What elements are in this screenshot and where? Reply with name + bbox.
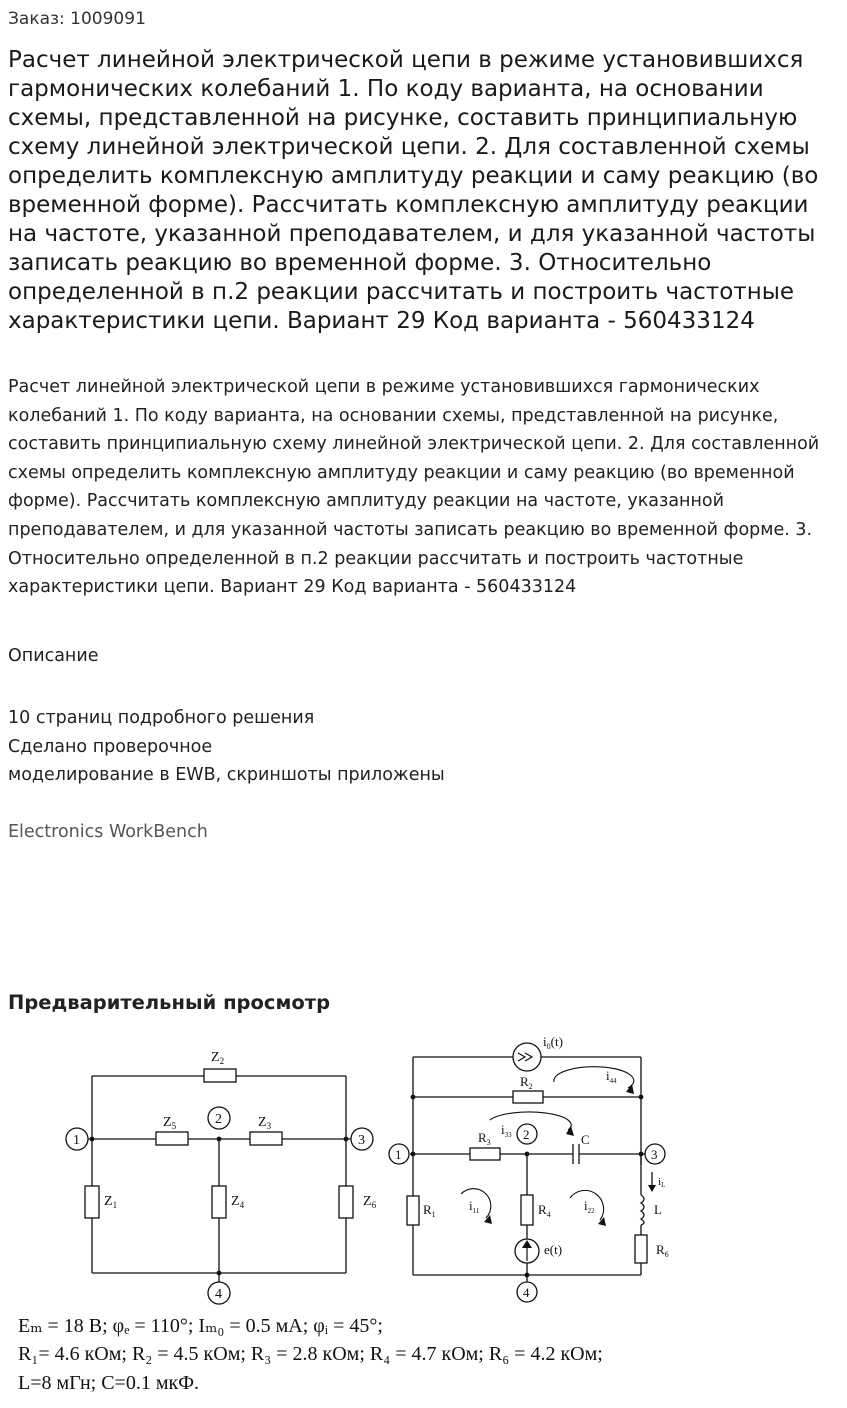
label-z2: $Z_2$ — [211, 1050, 225, 1066]
label-node-4-left: 4 — [215, 1287, 222, 1302]
circuit-schematics — [8, 1020, 838, 1310]
label-r1: $R_1$ — [423, 1202, 436, 1219]
resistor-r2 — [513, 1091, 543, 1103]
label-source-current: $i_0(t)$ — [543, 1034, 563, 1051]
detail-line-2: Сделано проверочное — [8, 737, 213, 757]
label-node-2-left: 2 — [215, 1112, 222, 1127]
label-loop-44: $i_{44}$ — [606, 1068, 617, 1085]
preview-heading: Предварительный просмотр — [8, 991, 331, 1014]
label-loop-11: $i_{11}$ — [469, 1198, 480, 1215]
current-source — [513, 1043, 541, 1071]
label-emf: e(t) — [544, 1242, 563, 1257]
impedance-z4 — [212, 1186, 226, 1218]
description-heading: Описание — [8, 646, 99, 666]
label-inductor: L — [654, 1202, 662, 1217]
label-r6: $R_6$ — [656, 1242, 669, 1259]
label-node-1-left: 1 — [73, 1133, 80, 1148]
impedance-z5 — [156, 1132, 188, 1145]
detail-line-1: 10 страниц подробного решения — [8, 708, 315, 728]
label-node-3-right: 3 — [651, 1147, 658, 1162]
label-loop-22: $i_{22}$ — [584, 1198, 595, 1215]
label-r3: $R_3$ — [478, 1130, 491, 1147]
label-node-1-right: 1 — [395, 1147, 402, 1162]
label-node-3-left: 3 — [358, 1133, 365, 1148]
label-node-4-right: 4 — [523, 1285, 530, 1300]
impedance-z2 — [204, 1069, 236, 1082]
order-number: Заказ: 1009091 — [8, 9, 146, 29]
params-line-1: Eₘ = 18 В; φₑ = 110°; Iₘ₀ = 0.5 мА; φᵢ = 45°; — [18, 1315, 383, 1337]
impedance-z6 — [339, 1186, 353, 1218]
label-z1: $Z_1$ — [104, 1194, 118, 1210]
label-z6: $Z_6$ — [363, 1194, 377, 1210]
label-z3: $Z_3$ — [258, 1115, 272, 1131]
params-line-2: R₁= 4.6 кОм; R₂ = 4.5 кОм; R₃ = 2.8 кОм; R₄ = 4.7 кОм; R₆ = 4.2 кОм; — [18, 1343, 603, 1365]
label-current-l: iL — [658, 1176, 666, 1189]
resistor-r1 — [407, 1196, 419, 1225]
resistor-r4 — [521, 1195, 533, 1225]
impedance-z1 — [85, 1186, 99, 1218]
page-title: Расчет линейной электрической цепи в режиме установившихся гармонических колебаний 1. По коду варианта, на основании схемы, представленной на рисунке, составить принципиальную схему линейной электрической цепи. 2. Для составленной схемы определить комплексную амплитуду реакции и саму реакцию (во временной форме). Рассчитать комплексную амплитуду реакции на частоте, указанной преподавателем, и для указанной частоты записать реакцию во временной форме. 3. Относительно определенной в п.2 реакции рассчитать и построить частотные характеристики цепи. Вариант 29 Код варианта - 560433124 — [8, 47, 819, 334]
description-text: Расчет линейной электрической цепи в режиме установившихся гармонических колебаний 1. По коду варианта, на основании схемы, представленной на рисунке, составить принципиальную схему линейной электрической цепи. 2. Для составленной схемы определить комплексную амплитуду реакции и саму реакцию (во временной форме). Рассчитать комплексную амплитуду реакции на частоте, указанной преподавателем, и для указанной частоты записать реакцию во временной форме. 3. Относительно определенной в п.2 реакции рассчитать и построить частотные характеристики цепи. Вариант 29 Код варианта - 560433124 — [8, 377, 820, 598]
label-r4: $R_4$ — [538, 1202, 551, 1219]
software-name: Electronics WorkBench — [8, 822, 208, 842]
params-line-3: L=8 мГн; C=0.1 мкФ. — [18, 1372, 200, 1394]
resistor-r3 — [470, 1148, 500, 1160]
label-z5: $Z_5$ — [163, 1115, 177, 1131]
label-z4: $Z_4$ — [231, 1194, 245, 1210]
impedance-z3 — [250, 1132, 282, 1145]
label-r2: $R_2$ — [520, 1074, 533, 1091]
resistor-r6 — [635, 1235, 647, 1263]
label-node-2-right: 2 — [523, 1127, 530, 1142]
detail-line-3: моделирование в EWB, скриншоты приложены — [8, 765, 445, 785]
label-loop-33: $i_{33}$ — [501, 1122, 512, 1139]
label-capacitor: C — [581, 1132, 590, 1147]
